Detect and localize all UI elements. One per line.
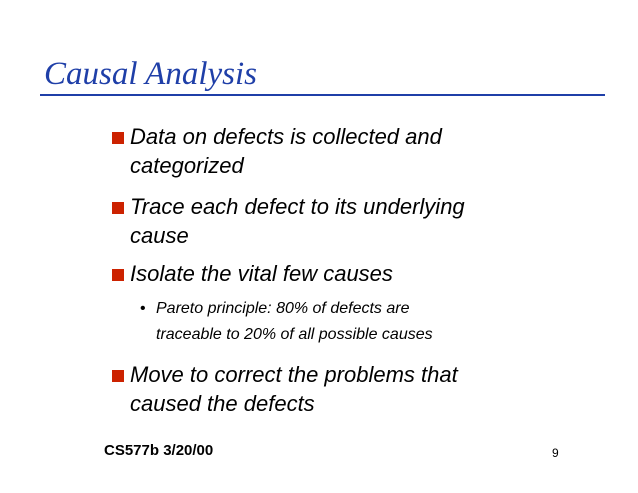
bullet-square-icon	[112, 269, 124, 281]
bullet-square-icon	[112, 132, 124, 144]
title-underline	[40, 94, 605, 96]
bullet-square-icon	[112, 370, 124, 382]
bullet-3-line-1: Isolate the vital few causes	[130, 261, 393, 286]
bullet-1-line-1: Data on defects is collected and	[130, 124, 442, 149]
sub-bullet-line-1: Pareto principle: 80% of defects are	[156, 300, 410, 317]
sub-bullet-dot-icon: •	[140, 300, 146, 317]
bullet-square-icon	[112, 202, 124, 214]
page-number: 9	[552, 446, 559, 460]
bullet-2-line-1: Trace each defect to its underlying	[130, 194, 465, 219]
sub-bullet-line-2: traceable to 20% of all possible causes	[156, 326, 433, 343]
bullet-2-line-2: cause	[130, 223, 189, 248]
bullet-4-line-1: Move to correct the problems that	[130, 362, 458, 387]
bullet-1-line-2: categorized	[130, 153, 244, 178]
bullet-4-line-2: caused the defects	[130, 391, 315, 416]
slide-title: Causal Analysis	[44, 56, 258, 92]
footer-course-date: CS577b 3/20/00	[104, 442, 214, 459]
